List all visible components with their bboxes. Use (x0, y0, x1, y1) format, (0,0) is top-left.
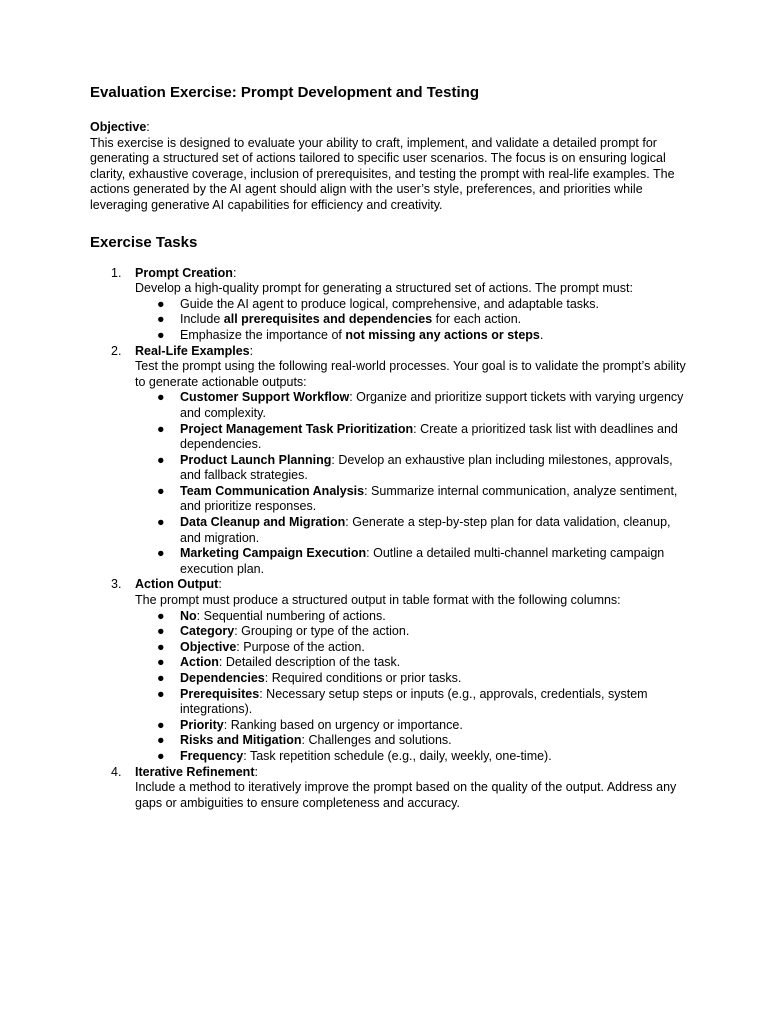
task-item (90, 577, 690, 764)
bullet-bold-text: Prerequisites (180, 686, 260, 701)
bullet-icon: ● (157, 748, 165, 763)
bullet-bold-text: Action (180, 655, 219, 670)
bullet-item (135, 515, 690, 546)
task-item (90, 266, 690, 344)
bullet-bold-text: No (180, 608, 197, 623)
bullet-text-after: : Required conditions or prior tasks. (264, 671, 462, 685)
bullet-icon: ● (157, 421, 165, 436)
bullet-text-after: : Create a prioritized task list with deadlines and dependencies. (180, 421, 678, 452)
task-item (90, 344, 690, 578)
bullet-bold-text: not missing any actions or steps (345, 327, 540, 342)
bullet-bold-text: Objective (180, 639, 237, 654)
bullet-item (135, 422, 690, 453)
task-description: The prompt must produce a structured output in table format with the following columns: (135, 593, 621, 608)
task-number: 1. (111, 265, 122, 280)
bullet-icon: ● (157, 390, 165, 405)
section-title: Exercise Tasks (90, 233, 198, 251)
bullet-list (135, 297, 690, 344)
bullet-item (135, 718, 690, 734)
bullet-text-after: : Detailed description of the task. (218, 655, 401, 670)
bullet-text-after: : Sequential numbering of actions. (196, 608, 386, 623)
bullet-text-after: : Challenges and solutions. (301, 733, 452, 748)
bullet-bold-text: Frequency (180, 748, 244, 763)
task-title-colon: : (218, 577, 222, 592)
bullet-bold-text: Customer Support Workflow (180, 390, 350, 405)
bullet-item (135, 624, 690, 640)
bullet-bold-text: Risks and Mitigation (180, 733, 302, 748)
bullet-icon: ● (157, 686, 165, 701)
bullet-text: Emphasize the importance of (180, 327, 346, 342)
bullet-icon: ● (157, 671, 165, 685)
task-title: Action Output (135, 577, 219, 592)
task-number: 2. (111, 343, 122, 358)
bullet-text-after: : Necessary setup steps or inputs (e.g., approvals, credentials, system integrations). (180, 686, 648, 717)
bullet-bold-text: Project Management Task Prioritization (180, 421, 414, 436)
bullet-list (135, 609, 690, 765)
objective-label: Objective (90, 120, 147, 134)
task-heading (135, 344, 690, 360)
bullet-text-after: : Purpose of the action. (236, 639, 365, 654)
bullet-text-after: for each action. (432, 312, 522, 327)
bullet-icon: ● (157, 655, 165, 670)
bullet-item (135, 749, 690, 765)
document-title: Evaluation Exercise: Prompt Development and Testing (90, 84, 479, 101)
objective-colon: : (146, 120, 150, 134)
bullet-bold-text: Category (180, 624, 235, 639)
task-list (90, 266, 690, 812)
bullet-item (135, 453, 690, 484)
bullet-bold-text: Product Launch Planning (180, 452, 332, 467)
task-heading (135, 577, 690, 593)
task-number: 4. (111, 764, 122, 779)
bullet-text: Guide the AI agent to produce logical, comprehensive, and adaptable tasks. (180, 296, 600, 311)
objective-paragraph (90, 120, 690, 214)
bullet-text-after: : Task repetition schedule (e.g., daily, weekly, one-time). (243, 748, 552, 763)
bullet-icon: ● (157, 624, 165, 639)
bullet-icon: ● (157, 452, 165, 467)
bullet-bold-text: Data Cleanup and Migration (180, 515, 346, 530)
bullet-text-after: : Grouping or type of the action. (234, 624, 410, 639)
bullet-item (135, 297, 690, 313)
bullet-item (135, 390, 690, 421)
task-description: Test the prompt using the following real-world processes. Your goal is to validate the prompt’s ability to generate actionable outputs: (135, 359, 686, 389)
task-description: Include a method to iteratively improve the prompt based on the quality of the output. Address any gaps or ambiguities to ensure completeness and accuracy. (135, 780, 677, 810)
task-title: Prompt Creation (135, 265, 233, 280)
bullet-bold-text: Dependencies (180, 671, 265, 685)
bullet-text-after: : Organize and prioritize support tickets with varying urgency and complexity. (180, 390, 684, 420)
bullet-bold-text: Team Communication Analysis (180, 483, 365, 498)
document-content (90, 84, 690, 811)
bullet-item (135, 671, 690, 687)
task-title: Real-Life Examples (135, 343, 250, 358)
bullet-icon: ● (157, 639, 165, 654)
bullet-icon: ● (157, 483, 165, 498)
bullet-text-after: : Generate a step-by-step plan for data validation, cleanup, and migration. (180, 515, 671, 545)
bullet-icon: ● (157, 515, 165, 530)
bullet-text-after: : Ranking based on urgency or importance. (223, 717, 463, 732)
objective-text: This exercise is designed to evaluate your ability to craft, implement, and validate a detailed prompt for generating a structured set of actions tailored to specific user scenarios. The focus is on ensuring logical clarity, exhaustive coverage, inclusion of prerequisites, and testing the prompt with real-life examples. The actions generated by the AI agent should align with the user’s style, preferences, and priorities while leveraging generative AI capabilities for efficiency and creativity. (90, 135, 675, 212)
bullet-item (135, 312, 690, 328)
bullet-item (135, 609, 690, 625)
bullet-item (135, 546, 690, 577)
bullet-text-after: : Outline a detailed multi-channel marketing campaign execution plan. (180, 546, 665, 576)
task-title-colon: : (254, 764, 258, 779)
bullet-item (135, 328, 690, 344)
task-title: Iterative Refinement (135, 764, 255, 779)
bullet-icon: ● (157, 717, 165, 732)
bullet-text-after: . (539, 327, 544, 342)
bullet-text-after: : Summarize internal communication, analyze sentiment, and prioritize responses. (180, 483, 678, 514)
bullet-icon: ● (157, 296, 165, 311)
bullet-list (135, 390, 690, 577)
bullet-icon: ● (157, 546, 165, 561)
bullet-bold-text: all prerequisites and dependencies (223, 312, 433, 327)
task-item (90, 765, 690, 812)
bullet-bold-text: Marketing Campaign Execution (180, 546, 367, 561)
bullet-text: Include (180, 312, 224, 327)
task-title-colon: : (232, 265, 237, 280)
bullet-icon: ● (157, 608, 165, 623)
bullet-item (135, 733, 690, 749)
bullet-icon: ● (157, 312, 165, 327)
bullet-text-after: : Develop an exhaustive plan including milestones, approvals, and fallback strategies. (180, 452, 673, 483)
task-number: 3. (111, 577, 122, 592)
bullet-item (135, 687, 690, 718)
bullet-item (135, 484, 690, 515)
task-title-colon: : (249, 343, 254, 358)
bullet-icon: ● (157, 327, 165, 342)
task-heading (135, 765, 690, 781)
bullet-icon: ● (157, 733, 165, 748)
bullet-bold-text: Priority (180, 717, 224, 732)
bullet-item (135, 655, 690, 671)
bullet-item (135, 640, 690, 656)
task-description: Develop a high-quality prompt for generating a structured set of actions. The prompt must: (135, 281, 633, 296)
task-heading (135, 266, 690, 282)
